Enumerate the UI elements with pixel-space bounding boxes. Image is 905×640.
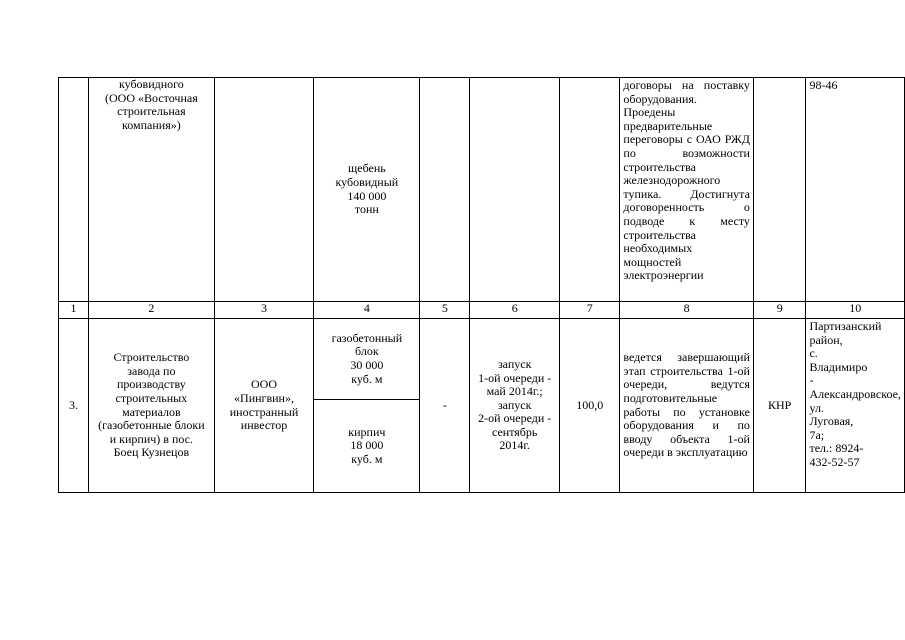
- col-number-8: 8: [620, 302, 753, 319]
- cell-c7-value: 100,0: [560, 319, 620, 493]
- project-name: Строительство завода по производству строительных материалов (газобетонные блоки и кирпич) в пос. Боец Кузнецов: [88, 319, 214, 493]
- col-number-4: 4: [314, 302, 420, 319]
- continued-row: [59, 78, 905, 302]
- investor-country: КНР: [753, 319, 806, 493]
- cell-c7-continued: [560, 78, 620, 302]
- products-cell: [314, 319, 420, 493]
- contact-info: Партизанский район, с. Владимиро - Александровское, ул. Луговая, 7а; тел.: 8924- 432-52-57: [806, 319, 905, 493]
- row-number: 3.: [59, 319, 89, 493]
- launch-schedule: запуск 1-ой очереди - май 2014г.; запуск 2-ой очереди - сентябрь 2014г.: [470, 319, 560, 493]
- col-number-1: 1: [59, 302, 89, 319]
- products-subtable: [314, 319, 419, 492]
- cell-c5: -: [420, 319, 470, 493]
- col-number-10: 10: [806, 302, 905, 319]
- investor-name: ООО «Пингвин», иностранный инвестор: [214, 319, 313, 493]
- col-number-7: 7: [560, 302, 620, 319]
- cell-c5-continued: [420, 78, 470, 302]
- product-brick: кирпич 18 000 куб. м: [348, 424, 386, 466]
- cell-c9-continued: [753, 78, 806, 302]
- col-number-5: 5: [420, 302, 470, 319]
- col-number-6: 6: [470, 302, 560, 319]
- column-number-row: [59, 302, 905, 319]
- cell-c10-continued: 98-46: [806, 78, 905, 302]
- col-number-2: 2: [88, 302, 214, 319]
- cell-c4-continued: щебень кубовидный 140 000 тонн: [314, 78, 420, 302]
- table-row: [59, 319, 905, 493]
- col-number-9: 9: [753, 302, 806, 319]
- cell-c8-continued: договоры на поставку оборудования. Проедены предварительные переговоры с ОАО РЖД по возможности строительства железнодорожного тупика. Достигнута договоренность о подводе к месту строительства необходимых мощностей электроэнергии: [620, 78, 753, 302]
- project-status: ведется завершающий этап строительства 1-ой очереди, ведутся подготовительные работы по установке оборудования и по вводу объекта 1-ой очереди в эксплуатацию: [620, 319, 753, 493]
- col-number-3: 3: [214, 302, 313, 319]
- cell-c1-continued: [59, 78, 89, 302]
- product-gas-concrete: газобетонный блок 30 000 куб. м: [314, 319, 419, 399]
- cell-c3-continued: [214, 78, 313, 302]
- cell-c2-continued: кубовидного (ООО «Восточная строительная компания»): [88, 78, 214, 302]
- investment-projects-table: [58, 77, 905, 493]
- cell-c6-continued: [470, 78, 560, 302]
